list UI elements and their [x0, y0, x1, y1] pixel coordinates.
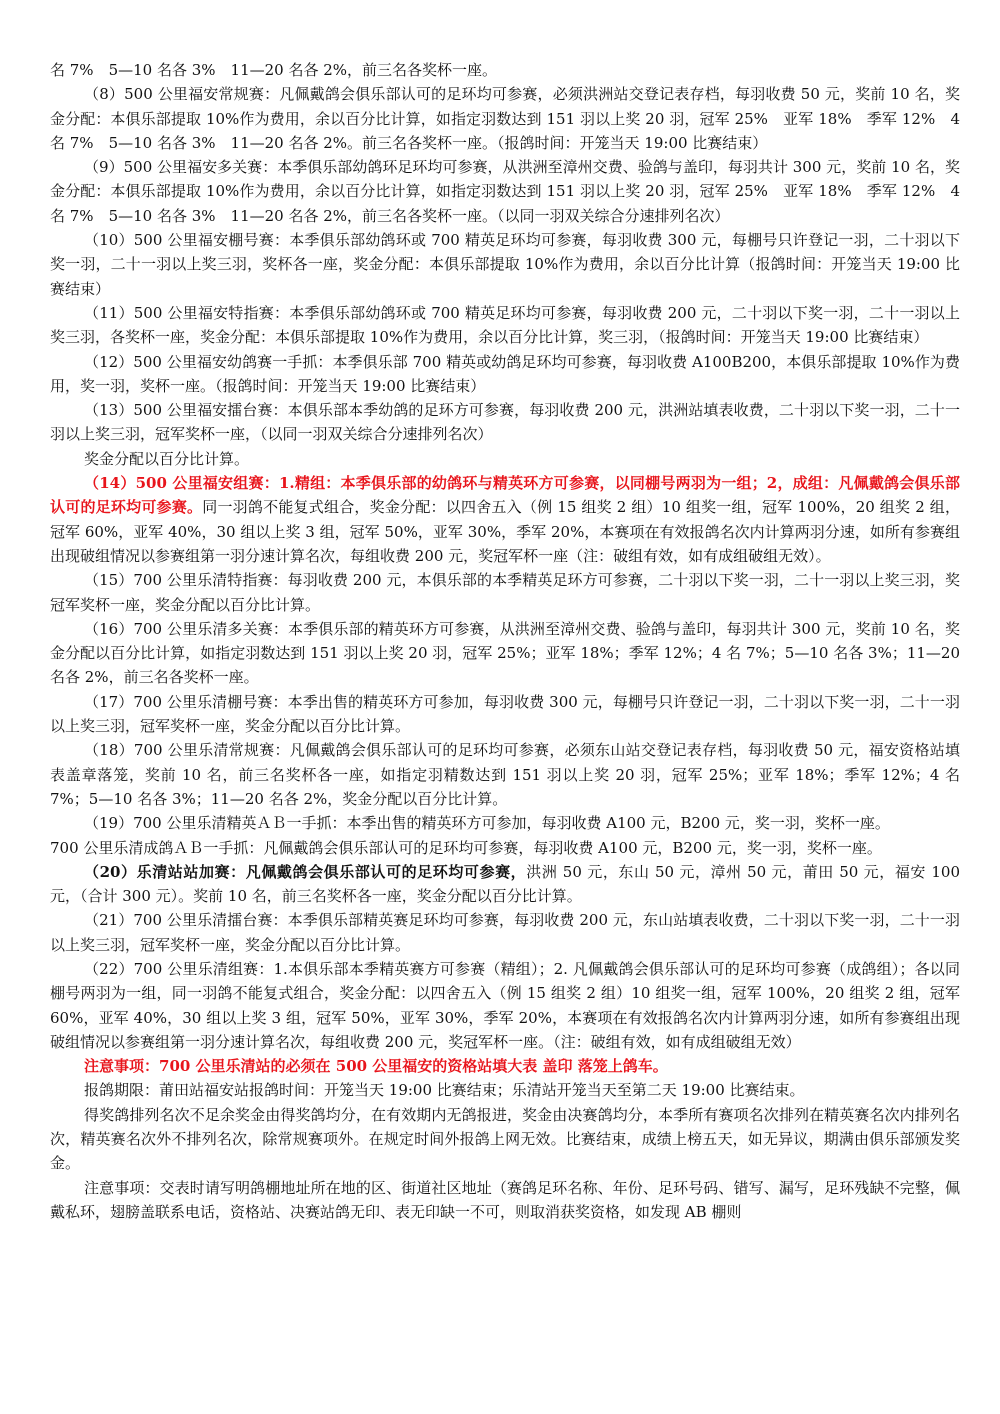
body-text: 同一羽鸽不能复式组合，奖金分配：以四舍五入（例 15 组奖 2 组）10 组奖一组，冠军 100%，20 组奖 2 组，冠军 60%，亚军 40%，30 组以上奖 3 组，冠军 50%，亚军 30%，季军 20%，本赛项在有效报鸽名次内计算两羽分速，如所有参赛组出现破组情况以参赛组第一羽分速计算名次，每组收费 200 元，奖冠军杯一座（注：破组有效，如有成组破组无效）。	[50, 498, 960, 565]
body-text: （13）500 公里福安擂台赛：本俱乐部本季幼鸽的足环方可参赛，每羽收费 200 元，洪洲站填表收费，二十羽以下奖一羽，二十一羽以上奖三羽，冠军奖杯一座，（以同一羽双关综合分速排列名次）	[50, 401, 960, 444]
paragraph-p13b	[50, 447, 960, 471]
paragraph-p19b	[50, 836, 960, 860]
body-text: 得奖鸽排列名次不足余奖金由得奖鸽均分，在有效期内无鸽报进，奖金由决赛鸽均分，本季所有赛项名次排列在精英赛名次内排列名次，精英赛名次外不排列名次，除常规赛项外。在规定时间外报鸽上网无效。比赛结束，成绩上榜五天，如无异议，期满由俱乐部颁发奖金。	[50, 1105, 960, 1173]
paragraph-p9	[50, 155, 960, 228]
paragraph-p13	[50, 398, 960, 447]
body-text: 奖金分配以百分比计算。	[84, 449, 250, 468]
body-text: （10）500 公里福安棚号赛：本季俱乐部幼鸽环或 700 精英足环均可参赛，每羽收费 300 元，每棚号只许登记一羽，二十羽以下奖一羽，二十一羽以上奖三羽，奖杯各一座，奖金分配：本俱乐部提取 10%作为费用，余以百分比计算（报鸽时间：开笼当天 19:00 比赛结束）	[50, 231, 960, 298]
paragraph-p10	[50, 228, 960, 301]
paragraph-p22	[50, 957, 960, 1054]
body-text: （21）700 公里乐清擂台赛：本季俱乐部精英赛足环均可参赛，每羽收费 200 元，东山站填表收费，二十羽以下奖一羽，二十一羽以上奖三羽，冠军奖杯一座，奖金分配以百分比计算。	[50, 911, 960, 954]
body-text: （8）500 公里福安常规赛：凡佩戴鸽会俱乐部认可的足环均可参赛，必须洪洲站交登记表存档，每羽收费 50 元，奖前 10 名，奖金分配：本俱乐部提取 10%作为费用，余以百分比计算，如指定羽数达到 151 羽以上奖 20 羽，冠军 25% 亚军 18% 季军 12% 4 名 7% 5—10 名各 3% 11—20 名各 2%。前三名各奖杯一座。（报鸽时间：开笼当天 19:00 比赛结束）	[50, 85, 960, 152]
body-text: 洪洲 50 元，东山 50 元，漳州 50 元，莆田 50 元，福安 100 元，（合计 300 元）。奖前 10 名，前三名奖杯各一座，奖金分配以百分比计算。	[50, 862, 960, 906]
paragraph-p12	[50, 350, 960, 399]
body-text: （16）700 公里乐清多关赛：本季俱乐部的精英环方可参赛，从洪洲至漳州交费、验鸽与盖印，每羽共计 300 元，奖前 10 名，奖金分配以百分比计算，如指定羽数达到 151 羽以上奖 20 羽，冠军 25%；亚军 18%；季军 12%；4 名 7%；5—10 名各 3%；11—20 名各 2%，前三名各奖杯一座。	[50, 619, 960, 687]
body-text: 报鸽期限：莆田站福安站报鸽时间：开笼当天 19:00 比赛结束；乐清站开笼当天至第二天 19:00 比赛结束。	[84, 1081, 805, 1100]
highlighted-text: 注意事项：700 公里乐清站的必须在 500 公里福安的资格站填大表 盖印 落笼上鸽车。	[84, 1057, 668, 1076]
paragraph-p19	[50, 811, 960, 835]
paragraph-p14	[50, 471, 960, 568]
paragraph-p17	[50, 690, 960, 739]
body-text: （11）500 公里福安特指赛：本季俱乐部幼鸽环或 700 精英足环均可参赛，每羽收费 200 元，二十羽以下奖一羽，二十一羽以上奖三羽，各奖杯一座，奖金分配：本俱乐部提取 10%作为费用，余以百分比计算，奖三羽，（报鸽时间：开笼当天 19:00 比赛结束）	[50, 303, 960, 347]
document-page	[50, 58, 960, 1224]
highlighted-text: （14）500 公里福安组赛：1.精组：本季俱乐部的幼鸽环与精英环方可参赛，以同棚号两羽为一组；2，成组：凡佩戴鸽会俱乐部认可的足环均可参赛。	[50, 474, 960, 517]
body-text: （18）700 公里乐清常规赛：凡佩戴鸽会俱乐部认可的足环均可参赛，必须东山站交登记表存档，每羽收费 50 元，福安资格站填表盖章落笼，奖前 10 名，前三名奖杯各一座，如指定羽精数达到 151 羽以上奖 20 羽，冠军 25%；亚军 18%；季军 12%；4 名 7%；5—10 名各 3%；11—20 名各 2%，奖金分配以百分比计算。	[50, 741, 960, 808]
paragraph-p0	[50, 58, 960, 82]
body-text: （9）500 公里福安多关赛：本季俱乐部幼鸽环足环均可参赛，从洪洲至漳州交费、验鸽与盖印，每羽共计 300 元，奖前 10 名，奖金分配：本俱乐部提取 10%作为费用，余以百分比计算，如指定羽数达到 151 羽以上奖 20 羽，冠军 25% 亚军 18% 季军 12% 4 名 7% 5—10 名各 3% 11—20 名各 2%，前三名各奖杯一座。（以同一羽双关综合分速排列名次）	[50, 158, 960, 225]
body-text: （15）700 公里乐清特指赛：每羽收费 200 元，本俱乐部的本季精英足环方可参赛，二十羽以下奖一羽，二十一羽以上奖三羽，奖冠军奖杯一座，奖金分配以百分比计算。	[50, 571, 960, 614]
body-text: 注意事项：交表时请写明鸽棚地址所在地的区、街道社区地址（赛鸽足环名称、年份、足环号码、错写、漏写，足环残缺不完整，佩戴私环，翅膀盖联系电话，资格站、决赛站鸽无印、表无印缺一不可，则取消获奖资格，如发现 AB 棚则	[50, 1178, 960, 1221]
bold-text: （20）乐清站站加赛：凡佩戴鸽会俱乐部认可的足环均可参赛，	[84, 862, 527, 881]
body-text: （12）500 公里福安幼鸽赛一手抓：本季俱乐部 700 精英或幼鸽足环均可参赛，每羽收费 A100B200，本俱乐部提取 10%作为费用，奖一羽，奖杯一座。（报鸽时间：开笼当天 19:00 比赛结束）	[50, 352, 960, 395]
body-text: （22）700 公里乐清组赛：1.本俱乐部本季精英赛方可参赛（精组）；2. 凡佩戴鸽会俱乐部认可的足环均可参赛（成鸽组）；各以同棚号两羽为一组，同一羽鸽不能复式组合，奖金分配：以四舍五入（例 15 组奖 2 组）10 组奖一组，冠军 100%，20 组奖 2 组，冠军 60%，亚军 40%，30 组以上奖 3 组，冠军 50%，亚军 30%，季军 20%，本赛项在有效报鸽名次内计算两羽分速，如所有参赛组出现破组情况以参赛组第一羽分速计算名次，每组收费 200 元，奖冠军杯一座。（注：破组有效，如有成组破组无效）	[50, 959, 960, 1051]
paragraph-p16	[50, 617, 960, 690]
paragraph-p21	[50, 908, 960, 957]
body-text: （17）700 公里乐清棚号赛：本季出售的精英环方可参加，每羽收费 300 元，每棚号只许登记一羽，二十羽以下奖一羽，二十一羽以上奖三羽，冠军奖杯一座，奖金分配以百分比计算。	[50, 692, 960, 736]
paragraph-p20	[50, 860, 960, 909]
paragraph-p11	[50, 301, 960, 350]
paragraph-notes	[50, 1176, 960, 1225]
paragraph-period	[50, 1078, 960, 1102]
body-text: （19）700 公里乐清精英ＡＢ一手抓：本季出售的精英环方可参加，每羽收费 A100 元，B200 元，奖一羽，奖杯一座。	[84, 814, 890, 833]
body-text: 名 7% 5—10 名各 3% 11—20 名各 2%，前三名各奖杯一座。	[50, 61, 498, 79]
paragraph-notice	[50, 1054, 960, 1078]
paragraph-p18	[50, 738, 960, 811]
body-text: 700 公里乐清成鸽ＡＢ一手抓：凡佩戴鸽会俱乐部认可的足环均可参赛，每羽收费 A100 元，B200 元，奖一羽，奖杯一座。	[50, 838, 882, 857]
paragraph-award	[50, 1103, 960, 1176]
paragraph-p8	[50, 82, 960, 155]
paragraph-p15	[50, 568, 960, 617]
